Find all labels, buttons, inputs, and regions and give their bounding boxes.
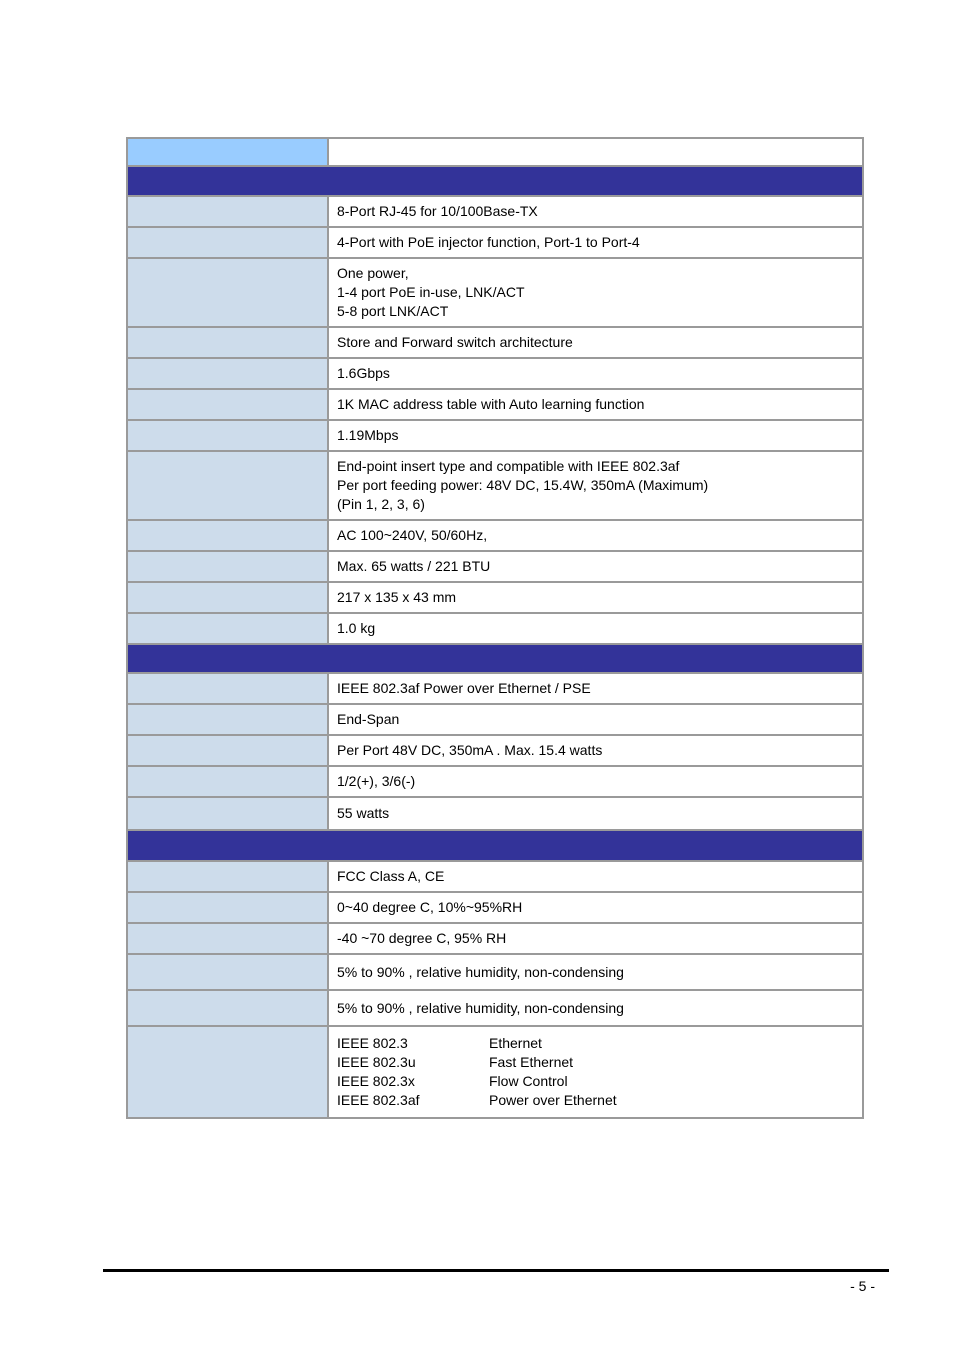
row-label-cell <box>127 797 328 830</box>
section-bar-environment <box>127 830 863 861</box>
row-label-cell <box>127 389 328 420</box>
header-label-cell <box>127 138 328 166</box>
row-label-cell <box>127 704 328 735</box>
row-label-cell <box>127 613 328 644</box>
row-value: AC 100~240V, 50/60Hz, <box>328 520 863 551</box>
row-value: 1K MAC address table with Auto learning function <box>328 389 863 420</box>
row-label-cell <box>127 673 328 704</box>
section-bar-poe <box>127 644 863 673</box>
table-row <box>127 766 863 797</box>
table-row <box>127 613 863 644</box>
header-value-cell <box>328 138 863 166</box>
standard-code: IEEE 802.3x <box>337 1073 415 1089</box>
row-label-cell <box>127 582 328 613</box>
row-label-cell <box>127 520 328 551</box>
table-row <box>127 892 863 923</box>
row-label-cell <box>127 451 328 520</box>
standard-code: IEEE 802.3af <box>337 1092 420 1108</box>
table-row <box>127 1026 863 1118</box>
table-row <box>127 327 863 358</box>
table-row <box>127 520 863 551</box>
table-row <box>127 735 863 766</box>
row-value: 1.19Mbps <box>328 420 863 451</box>
row-value: Max. 65 watts / 221 BTU <box>328 551 863 582</box>
section-bar-cell <box>127 830 863 861</box>
row-value: 55 watts <box>328 797 863 830</box>
row-label-cell <box>127 358 328 389</box>
row-label-cell <box>127 420 328 451</box>
row-value <box>328 258 863 327</box>
row-label-cell <box>127 735 328 766</box>
section-bar-hardware <box>127 166 863 196</box>
row-value: -40 ~70 degree C, 95% RH <box>328 923 863 954</box>
standard-name: Flow Control <box>489 1073 568 1089</box>
table-row <box>127 196 863 227</box>
table-row <box>127 797 863 830</box>
standard-item <box>337 1091 854 1110</box>
row-value-line: End-point insert type and compatible with IEEE 802.3af <box>337 458 680 474</box>
row-label-cell <box>127 258 328 327</box>
row-value: IEEE 802.3af Power over Ethernet / PSE <box>328 673 863 704</box>
row-value-line: Per port feeding power: 48V DC, 15.4W, 350mA (Maximum) <box>337 477 709 493</box>
row-value: 1.0 kg <box>328 613 863 644</box>
table-row <box>127 990 863 1026</box>
row-value <box>328 451 863 520</box>
table-header-row <box>127 138 863 166</box>
table-row <box>127 923 863 954</box>
row-value: 8-Port RJ-45 for 10/100Base-TX <box>328 196 863 227</box>
row-label-cell <box>127 551 328 582</box>
standard-code: IEEE 802.3 <box>337 1035 408 1051</box>
standard-name: Power over Ethernet <box>489 1092 617 1108</box>
row-value: FCC Class A, CE <box>328 861 863 892</box>
row-value: 1.6Gbps <box>328 358 863 389</box>
row-label-cell <box>127 227 328 258</box>
row-value: 4-Port with PoE injector function, Port-1 to Port-4 <box>328 227 863 258</box>
specification-table <box>126 137 864 1119</box>
row-label-cell <box>127 861 328 892</box>
row-value-line: (Pin 1, 2, 3, 6) <box>337 496 425 512</box>
table-row <box>127 551 863 582</box>
row-label-cell <box>127 954 328 990</box>
standard-item <box>337 1053 854 1072</box>
row-label-cell <box>127 1026 328 1118</box>
table-row <box>127 451 863 520</box>
row-label-cell <box>127 196 328 227</box>
row-value: 5% to 90% , relative humidity, non-condensing <box>328 954 863 990</box>
row-value: 5% to 90% , relative humidity, non-condensing <box>328 990 863 1026</box>
table-row <box>127 258 863 327</box>
row-value: 1/2(+), 3/6(-) <box>328 766 863 797</box>
row-value-line: 1-4 port PoE in-use, LNK/ACT <box>337 284 525 300</box>
row-value-line: One power, <box>337 265 409 281</box>
row-value: Store and Forward switch architecture <box>328 327 863 358</box>
table-row <box>127 420 863 451</box>
table-row <box>127 704 863 735</box>
row-label-cell <box>127 327 328 358</box>
row-label-cell <box>127 766 328 797</box>
page-number: - 5 - <box>850 1278 875 1294</box>
table-row <box>127 358 863 389</box>
table-row <box>127 582 863 613</box>
standard-name: Ethernet <box>489 1035 542 1051</box>
standard-name: Fast Ethernet <box>489 1054 574 1070</box>
footer-rule <box>103 1269 889 1272</box>
standards-list <box>328 1026 863 1118</box>
row-value: 0~40 degree C, 10%~95%RH <box>328 892 863 923</box>
row-value: Per Port 48V DC, 350mA . Max. 15.4 watts <box>328 735 863 766</box>
row-value: End-Span <box>328 704 863 735</box>
row-label-cell <box>127 892 328 923</box>
table-row <box>127 389 863 420</box>
row-value: 217 x 135 x 43 mm <box>328 582 863 613</box>
table-row <box>127 861 863 892</box>
table-row <box>127 954 863 990</box>
section-bar-cell <box>127 166 863 196</box>
row-label-cell <box>127 990 328 1026</box>
table-row <box>127 673 863 704</box>
section-bar-cell <box>127 644 863 673</box>
table-row <box>127 227 863 258</box>
standard-item <box>337 1072 854 1091</box>
standard-item <box>337 1034 854 1053</box>
standard-code: IEEE 802.3u <box>337 1054 416 1070</box>
row-label-cell <box>127 923 328 954</box>
row-value-line: 5-8 port LNK/ACT <box>337 303 449 319</box>
